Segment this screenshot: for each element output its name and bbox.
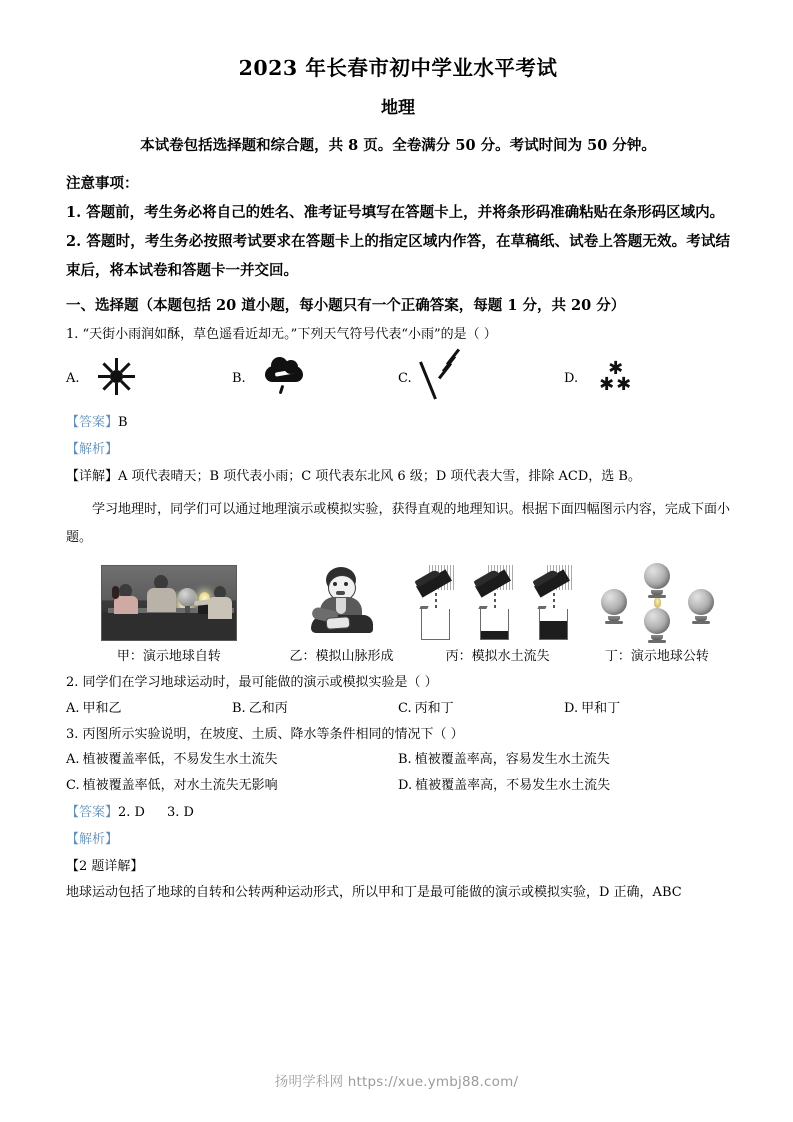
figure-ding (584, 559, 730, 641)
question-1-answer-value: B (118, 414, 128, 430)
globe-base (648, 595, 667, 598)
question-1-option-d[interactable] (564, 351, 730, 407)
student-hair (112, 586, 119, 599)
earth-revolution-demo-diagram (593, 563, 721, 641)
option-text-d: 甲和丁 (581, 700, 621, 716)
figure-yi (272, 559, 411, 641)
lamp-sun-center (654, 597, 661, 608)
globe-model (688, 589, 714, 624)
globe-sphere (601, 589, 627, 615)
sun-ray (120, 380, 131, 391)
answer-marker: 【答案】 (66, 414, 119, 430)
question-2-option-d[interactable] (564, 696, 730, 722)
question-2-option-b[interactable] (232, 696, 398, 722)
question-2-detail-heading: 【2 题详解】 (66, 858, 144, 874)
question-2-detail-text: 地球运动包括了地球的自转和公转两种运动形式，所以甲和丁是最可能做的演示或模拟实验，D 正确，ABC (66, 884, 682, 900)
option-text-d: 植被覆盖率高，不易发生水土流失 (415, 777, 611, 793)
option-text-c: 丙和丁 (414, 700, 454, 716)
water-stream (435, 593, 437, 609)
student-body (147, 588, 176, 612)
exam-note: 本试卷包括选择题和综合题，共 8 页。全卷满分 50 分。考试时间为 50 分钟。 (140, 136, 656, 154)
option-label-d: D. (564, 700, 579, 716)
heavy-snow-weather-icon (594, 356, 640, 402)
figure-caption-bing: 丙：模拟水土流失 (445, 649, 550, 665)
analysis-marker: 【解析】 (66, 832, 119, 848)
cloud-shape (265, 366, 303, 382)
question-23-analysis-line (66, 826, 730, 853)
snowflake-glyph: ✱ (599, 373, 615, 395)
question-3-stem: 3. 丙图所示实验说明，在坡度、土质、降水等条件相同的情况下（ ） (66, 726, 464, 742)
figure-captions (66, 647, 730, 668)
sun-ray (102, 380, 113, 391)
question-3-options-row-2 (66, 773, 730, 799)
earth-rotation-demo-photo (101, 565, 237, 641)
globe-sphere (644, 608, 670, 634)
figure-caption-yi: 乙：模拟山脉形成 (289, 649, 394, 665)
question-1-option-c[interactable] (398, 351, 564, 407)
option-text-a: 甲和乙 (82, 700, 122, 716)
wind-barb-weather-icon (428, 356, 474, 402)
option-label-d: D. (398, 777, 413, 793)
beaker-full (539, 609, 568, 640)
option-label-c: C. (398, 700, 412, 716)
beaker-empty (421, 609, 450, 640)
option-label-a: A. (66, 371, 80, 387)
sun-ray (98, 375, 110, 378)
beaker-lip (538, 606, 547, 609)
question-3-answer-value: 3. D (166, 804, 194, 820)
beaker-partial (480, 609, 509, 640)
question-3-options-row-1 (66, 747, 730, 773)
globe-model (601, 589, 627, 624)
sun-ray (115, 383, 118, 395)
globe-stand (185, 606, 190, 613)
cloud-highlight (274, 369, 294, 376)
paper-sheet (325, 617, 350, 631)
notice-item-2: 2. 答题时，考生务必按照考试要求在答题卡上的指定区域内作答，在草稿纸、试卷上答题无效。考试结束后，将本试卷和答题卡一并交回。 (66, 232, 730, 279)
light-rain-weather-icon (262, 356, 308, 402)
site-watermark: 扬明学科网 https://xue.ymbj88.com/ (274, 1074, 519, 1090)
question-2-option-a[interactable] (66, 696, 232, 722)
sun-ray (120, 362, 131, 373)
question-3-option-a[interactable] (66, 747, 398, 773)
option-label-d: D. (564, 371, 579, 387)
page-content (66, 56, 730, 906)
wind-staff-shape (419, 361, 437, 399)
option-text-b: 植被覆盖率高，容易发生水土流失 (414, 751, 610, 767)
soil-erosion-simulation-diagram (411, 563, 584, 641)
figure-caption-jia: 甲：演示地球自转 (116, 649, 221, 665)
beaker-lip (479, 606, 488, 609)
rain-drop-shape (278, 385, 283, 394)
section-heading-multiple-choice: 一、选择题（本题包括 20 道小题，每小题只有一个正确答案，每题 1 分，共 20 分） (66, 296, 626, 314)
figure-caption-ding: 丁：演示地球公转 (604, 649, 709, 665)
globe-base (605, 621, 624, 624)
question-3-option-b[interactable] (398, 747, 730, 773)
sun-ray (115, 358, 118, 370)
sunny-weather-icon (96, 356, 142, 402)
question-1-option-a[interactable] (66, 351, 232, 407)
water-stream (553, 593, 555, 609)
page-title: 2023 年长春市初中学业水平考试 (238, 56, 558, 80)
globe-sphere (688, 589, 714, 615)
analysis-marker: 【解析】 (66, 442, 119, 458)
question-1-answer-line (66, 409, 730, 436)
question-3-option-d[interactable] (398, 773, 730, 799)
option-label-c: C. (398, 371, 412, 387)
option-label-b: B. (398, 751, 412, 767)
option-label-b: B. (232, 371, 246, 387)
globe-base (692, 621, 711, 624)
question-1-option-b[interactable] (232, 351, 398, 407)
snowflake-glyph: ✱ (616, 373, 632, 395)
option-text-a: 植被覆盖率低，不易发生水土流失 (82, 751, 278, 767)
question-2-option-c[interactable] (398, 696, 564, 722)
option-label-b: B. (232, 700, 246, 716)
globe-model (644, 608, 670, 643)
boy-collar (336, 598, 346, 614)
sun-ray (102, 362, 113, 373)
answer-marker: 【答案】 (66, 804, 119, 820)
boy-mouth (336, 591, 345, 595)
option-text-c: 植被覆盖率低，对水土流失无影响 (82, 777, 278, 793)
globe-base (648, 640, 667, 643)
figure-bing (411, 559, 584, 641)
question-3-option-c[interactable] (66, 773, 398, 799)
figure-jia (66, 559, 272, 641)
question-1-options (66, 351, 730, 407)
beaker-lip (420, 606, 429, 609)
option-text-b: 乙和丙 (248, 700, 288, 716)
water-stream (494, 593, 496, 609)
option-label-c: C. (66, 777, 80, 793)
wind-barb-shape (438, 362, 452, 379)
option-label-a: A. (66, 751, 80, 767)
subject-title: 地理 (381, 97, 415, 118)
figure-row (66, 559, 730, 641)
mountain-formation-simulation-drawing (296, 565, 388, 641)
globe-model (644, 563, 670, 598)
question-23-answer-line (66, 799, 730, 826)
sun-ray (123, 375, 135, 378)
question-1-analysis-line (66, 436, 730, 463)
question-2-answer-value: 2. D (118, 804, 145, 820)
notice-item-1: 1. 答题前，考生务必将自己的姓名、准考证号填写在答题卡上，并将条形码准确粘贴在条形码区域内。 (66, 203, 725, 221)
question-2-options (66, 696, 730, 722)
notice-heading: 注意事项： (66, 174, 139, 192)
snowflake-glyph: ✱ (608, 357, 624, 379)
question-2-stem: 2. 同学们在学习地球运动时，最可能做的演示或模拟实验是（ ） (66, 675, 438, 691)
beaker-content (481, 631, 508, 639)
shared-passage: 学习地理时，同学们可以通过地理演示或模拟实验，获得直观的地理知识。根据下面四幅图示内容，完成下面小题。 (66, 501, 730, 545)
option-label-a: A. (66, 700, 80, 716)
question-1-stem: 1. “天街小雨润如酥，草色遥看近却无。”下列天气符号代表“小雨”的是（ ） (66, 326, 497, 342)
beaker-content (540, 621, 567, 639)
question-1-detail: 【详解】A 项代表晴天；B 项代表小雨；C 项代表东北风 6 级；D 项代表大雪，排除 ACD，选 B。 (66, 468, 641, 484)
student-body (114, 596, 138, 614)
globe-sphere (644, 563, 670, 589)
